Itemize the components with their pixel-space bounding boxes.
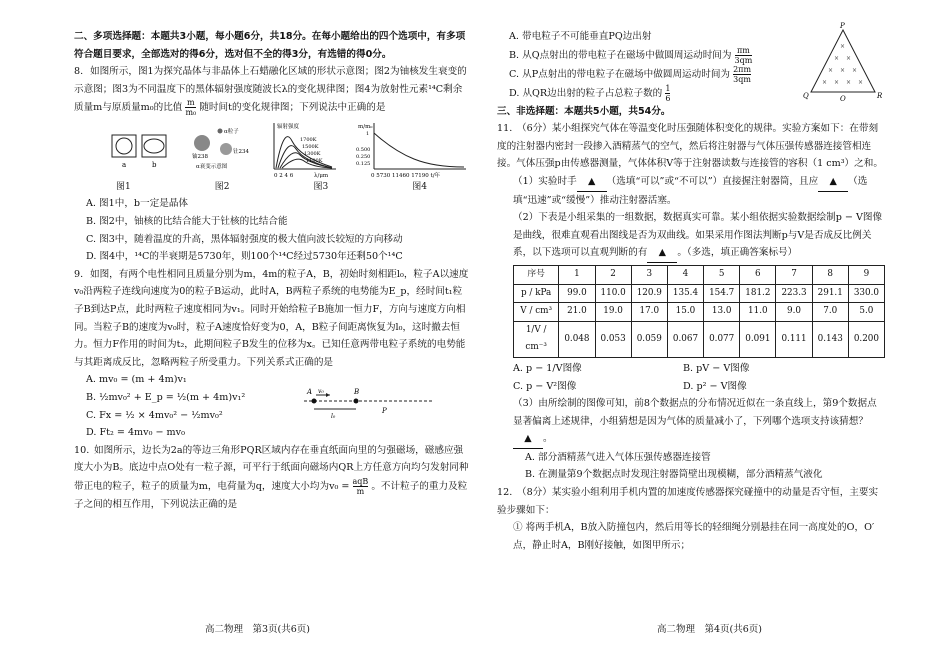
fig4-y4: 0.125 — [356, 161, 371, 168]
q10-option-c: C. 从P点射出的带电粒子在磁场中做圆周运动时间为 $\frac{2\pi m}{3qm}$ — [509, 64, 752, 84]
q9-label-v0: v₀ — [318, 388, 324, 396]
q9-label-b: B — [354, 388, 360, 397]
section-3-heading: 三、非选择题：本题共5小题，共54分。 — [497, 105, 671, 117]
q8-option-b: B. 图2中，铀核的比结合能大于钍核的比结合能 — [86, 215, 288, 227]
triangle-pqr — [811, 30, 875, 92]
q10-triangle-figure — [803, 22, 883, 102]
fig2-caption-small: α衰变示意图 — [196, 164, 228, 171]
question-11 — [497, 120, 885, 173]
q9-option-a: A. mv₀ = (m + 4m)v₁ — [86, 374, 187, 386]
fig4-y3: 0.250 — [356, 154, 371, 161]
q12-number: 12. — [497, 487, 513, 499]
q8-stem-1: 如图所示，图1为探究晶体与非晶体上石蜡融化区域的形状示意图；图2为铀核发生衰变的示意图；图3为不同温度下的黑体辐射强度随波长λ的变化规律图；图4为放射性元素¹⁴C剩余质量m与原质量m₀的比值 — [74, 66, 467, 114]
q10-option-b: B. 从Q点射出的带电粒子在磁场中做圆周运动时间为 $\frac{\pi m}{3qm}$ — [509, 45, 753, 65]
q10-option-a: A. 带电粒子不可能垂直PQ边出射 — [509, 31, 652, 42]
fig1-label-b: b — [152, 161, 157, 170]
caption-fig1: 图1 — [116, 182, 131, 193]
table-row-volume: V / cm³ 21.0 19.0 17.0 15.0 13.0 11.0 9.0 7.0 5.0 — [514, 303, 885, 322]
svg-text:×: × — [852, 67, 858, 74]
svg-text:×: × — [846, 55, 852, 62]
q10-number: 10. — [74, 444, 90, 456]
q9-figure — [304, 385, 444, 425]
q9-option-b: B. ½mv₀² + E_p = ½(m + 4m)v₁² — [86, 391, 246, 403]
table-row-inverse-volume: 1/V / cm⁻³ 0.048 0.053 0.059 0.067 0.077 0.091 0.111 0.143 0.200 — [514, 321, 885, 357]
table-header-row: 序号 1 2 3 4 5 6 7 8 9 — [514, 265, 885, 284]
q11-blank-3[interactable]: ▲ — [647, 244, 677, 263]
q9-label-a: A — [307, 388, 313, 397]
fig1-melt-a — [116, 138, 132, 154]
question-10 — [74, 442, 469, 514]
fig3-t3: 1300K — [304, 151, 321, 158]
fig3-x-ticks: 0 2 4 6 — [274, 173, 294, 180]
q11-part-3-option-b: B. 在测量第9个数据点时发现注射器筒壁出现模糊，部分酒精蒸气液化 — [525, 469, 823, 481]
q8-option-d: D. 图4中，¹⁴C的半衰期是5730年，则100个¹⁴C经过5730年还剩50个¹⁴C — [86, 251, 403, 263]
fig2-u238-label: 铀238 — [192, 154, 208, 161]
caption-fig4: 图4 — [412, 182, 427, 193]
q8-stem-2: 随时间t的变化规律图；下列说法中正确的是 — [199, 102, 386, 114]
q11-part-1: （1）实验时手 ▲ （选填“可以”或“不可以”）直接握注射器筒，且应 ▲ （选填“迅速”或“缓慢”）推动注射器活塞。 — [497, 173, 885, 209]
vertex-p: P — [840, 22, 845, 30]
q8-figures — [74, 121, 469, 179]
svg-text:×: × — [834, 55, 840, 62]
q11-option-c: C. p − V²图像 — [513, 380, 577, 392]
fig3-t4: 1100K — [306, 158, 323, 165]
q10-stem-1: 如图所示，边长为2a的等边三角形PQR区域内存在垂直纸面向里的匀强磁场，磁感应强度大小为B。底边中点O处有一粒子源，可平行于纸面向磁场内QR上方任意方向均匀发射同种带正电的粒子，粒子的质量为m，电荷量为q，速度大小均为v₀ = — [74, 444, 469, 492]
fig1-melt-b — [144, 139, 164, 153]
q9-particle-a — [312, 399, 317, 404]
q11-stem: （6分）某小组探究气体在等温变化时压强随体积变化的规律。实验方案如下：在带刻度的注射器内密封一段掺入酒精蒸气的空气，然后将注射器与气体压强传感器连接管相连接。气体压强p由传感器测量，气体体积V等于注射器读数与连接管的容积（1 cm³）之和。 — [497, 123, 883, 170]
fig2-alpha-label: α粒子 — [224, 129, 239, 136]
point-o: O — [840, 95, 846, 102]
q9-label-p: P — [382, 407, 387, 416]
question-9 — [74, 266, 469, 372]
fig2-thorium — [220, 143, 232, 155]
q9-stem: 如图，有两个电性相同且质量分别为m，4m的粒子A，B，初始时刻相距l₀，粒子A以速度v₀沿两粒子连线向速度为0的粒子B运动，此时A，B两粒子系统的电势能为E_p，经时间t₁粒子B到达P点，此时两粒子速度相同为v₁。同时开始给粒子B施加一恒力F，方向与速度方向相同。当粒子B的速度为v₀时，粒子A速度恰好变为0，A，B粒子间距离恢复为l₀，这时撤去恒力。恒力F作用的时间为t₂，此期间粒子B发生的位移为x。已知任意两带电粒子系统的电势能与其距离成反比，忽略两粒子所受重力。下列关系式正确的是 — [74, 268, 469, 368]
q11-option-a: A. p − 1/V图像 — [513, 362, 582, 374]
right-page — [497, 22, 885, 554]
q11-blank-2[interactable]: ▲ — [818, 173, 848, 192]
q11-option-d: D. p² − V图像 — [683, 380, 747, 392]
q9-option-c: C. Fx = ½ × 4mv₀² − ½mv₀² — [86, 409, 223, 421]
q9-options-block — [74, 371, 469, 441]
section-2-heading: 二、多项选择题：本题共3小题，每小题6分，共18分。在每小题给出的四个选项中，有多项符合题目要求，全部选对的得6分，选对但不全的得3分，有选错的得0分。 — [74, 31, 466, 60]
fig4-y-label: m/m₀ — [358, 124, 373, 131]
svg-text:×: × — [840, 67, 846, 74]
svg-text:×: × — [840, 43, 846, 50]
magnetic-field-marks — [822, 43, 863, 86]
question-12 — [497, 484, 885, 519]
q11-option-b: B. pV − V图像 — [683, 362, 750, 374]
q10-option-d: D. 从QR边出射的粒子占总粒子数的 $\frac{1}{6}$ — [509, 83, 671, 103]
q11-blank-1[interactable]: ▲ — [577, 173, 607, 192]
q10-options-block — [497, 22, 885, 103]
table-row-pressure: p / kPa 99.0 110.0 120.9 135.4 154.7 181.2 223.3 291.1 330.0 — [514, 284, 885, 303]
q10-stem-2: 。不计粒子的重力及粒子之间的相互作用，下列说法正确的是 — [74, 480, 468, 510]
vertex-q: Q — [803, 92, 809, 100]
q8-fraction: $\frac{m}{\text{m₀}}$ — [185, 98, 197, 118]
fig2-th234-label: 钍234 — [233, 149, 249, 156]
q11-options-row-1 — [497, 360, 885, 378]
svg-text:×: × — [858, 79, 864, 86]
q11-blank-4[interactable]: ▲ — [513, 430, 543, 449]
fig4-x-label: 0 5730 11460 17190 t/年 — [371, 173, 441, 180]
q11-part-3-option-a: A. 部分酒精蒸气进入气体压强传感器连接管 — [525, 451, 711, 463]
q11-part-2: （2）下表是小组采集的一组数据，数据真实可靠。某小组依据实验数据绘制p − V图像是曲线，很难直观看出图线是否为双曲线。如果采用作图法判断p与V是否成反比例关系，以下选项可以直观判断的有 ▲ 。（多选，填正确答案标号） — [497, 209, 885, 263]
q9-arrow-head — [326, 393, 330, 397]
q9-option-d: D. Ft₂ = 4mv₀ − mv₀ — [86, 427, 185, 439]
fig2-uranium — [194, 135, 210, 151]
svg-text:×: × — [846, 79, 852, 86]
right-footer: 高二物理 第4页(共6页) — [657, 624, 763, 635]
left-page — [74, 28, 469, 513]
fig3-t2: 1500K — [302, 144, 319, 151]
fig4-decay-curve — [374, 133, 464, 167]
q11-part-3: （3）由所绘制的图像可知，前8个数据点的分布情况近似在一条直线上，第9个数据点显著偏离上述规律，小组猜想是因为气体的质量减小了，下列哪个选项支持该猜想？▲ 。 — [497, 395, 885, 449]
caption-fig2: 图2 — [214, 182, 230, 193]
q8-figures-svg — [74, 121, 469, 179]
q8-number: 8. — [74, 66, 84, 78]
q11-options-row-2 — [497, 378, 885, 396]
q9-number: 9. — [74, 268, 84, 280]
svg-text:×: × — [822, 79, 828, 86]
q8-option-c: C. 图3中，随着温度的升高，黑体辐射强度的极大值向波长较短的方向移动 — [86, 233, 403, 245]
q9-label-l0: l₀ — [331, 413, 336, 421]
q10-fraction: $\frac{\text{aqB}}{m}$ — [352, 476, 369, 496]
fig4-y1: 1 — [366, 131, 370, 138]
caption-fig3: 图3 — [313, 182, 329, 193]
fig4-y2: 0.500 — [356, 147, 371, 154]
svg-text:×: × — [828, 67, 834, 74]
q11-number: 11. — [497, 123, 513, 135]
left-footer: 高二物理 第3页(共6页) — [205, 624, 311, 635]
q8-option-a: A. 图1中，b一定是晶体 — [86, 198, 189, 210]
q12-step-1: ① 将两手机A，B放入防撞包内，然后用等长的轻细绳分别悬挂在同一高度处的O，O′点，静止时A，B刚好接触，如图甲所示； — [513, 522, 875, 551]
q12-stem: （8分）某实验小组利用手机内置的加速度传感器探究碰撞中的动量是否守恒，主要实验步骤如下： — [497, 487, 879, 516]
q11-data-table — [513, 265, 885, 358]
vertex-r: R — [877, 92, 883, 100]
fig3-t1: 1700K — [300, 137, 317, 144]
q8-captions — [74, 181, 469, 193]
question-8 — [74, 63, 469, 117]
fig1-label-a: a — [122, 161, 127, 170]
svg-text:×: × — [834, 79, 840, 86]
fig3-x-label: λ/μm — [314, 173, 329, 180]
fig2-alpha — [218, 129, 223, 134]
q9-particle-b — [354, 399, 359, 404]
fig3-y-label: 辐射强度 — [277, 124, 300, 131]
